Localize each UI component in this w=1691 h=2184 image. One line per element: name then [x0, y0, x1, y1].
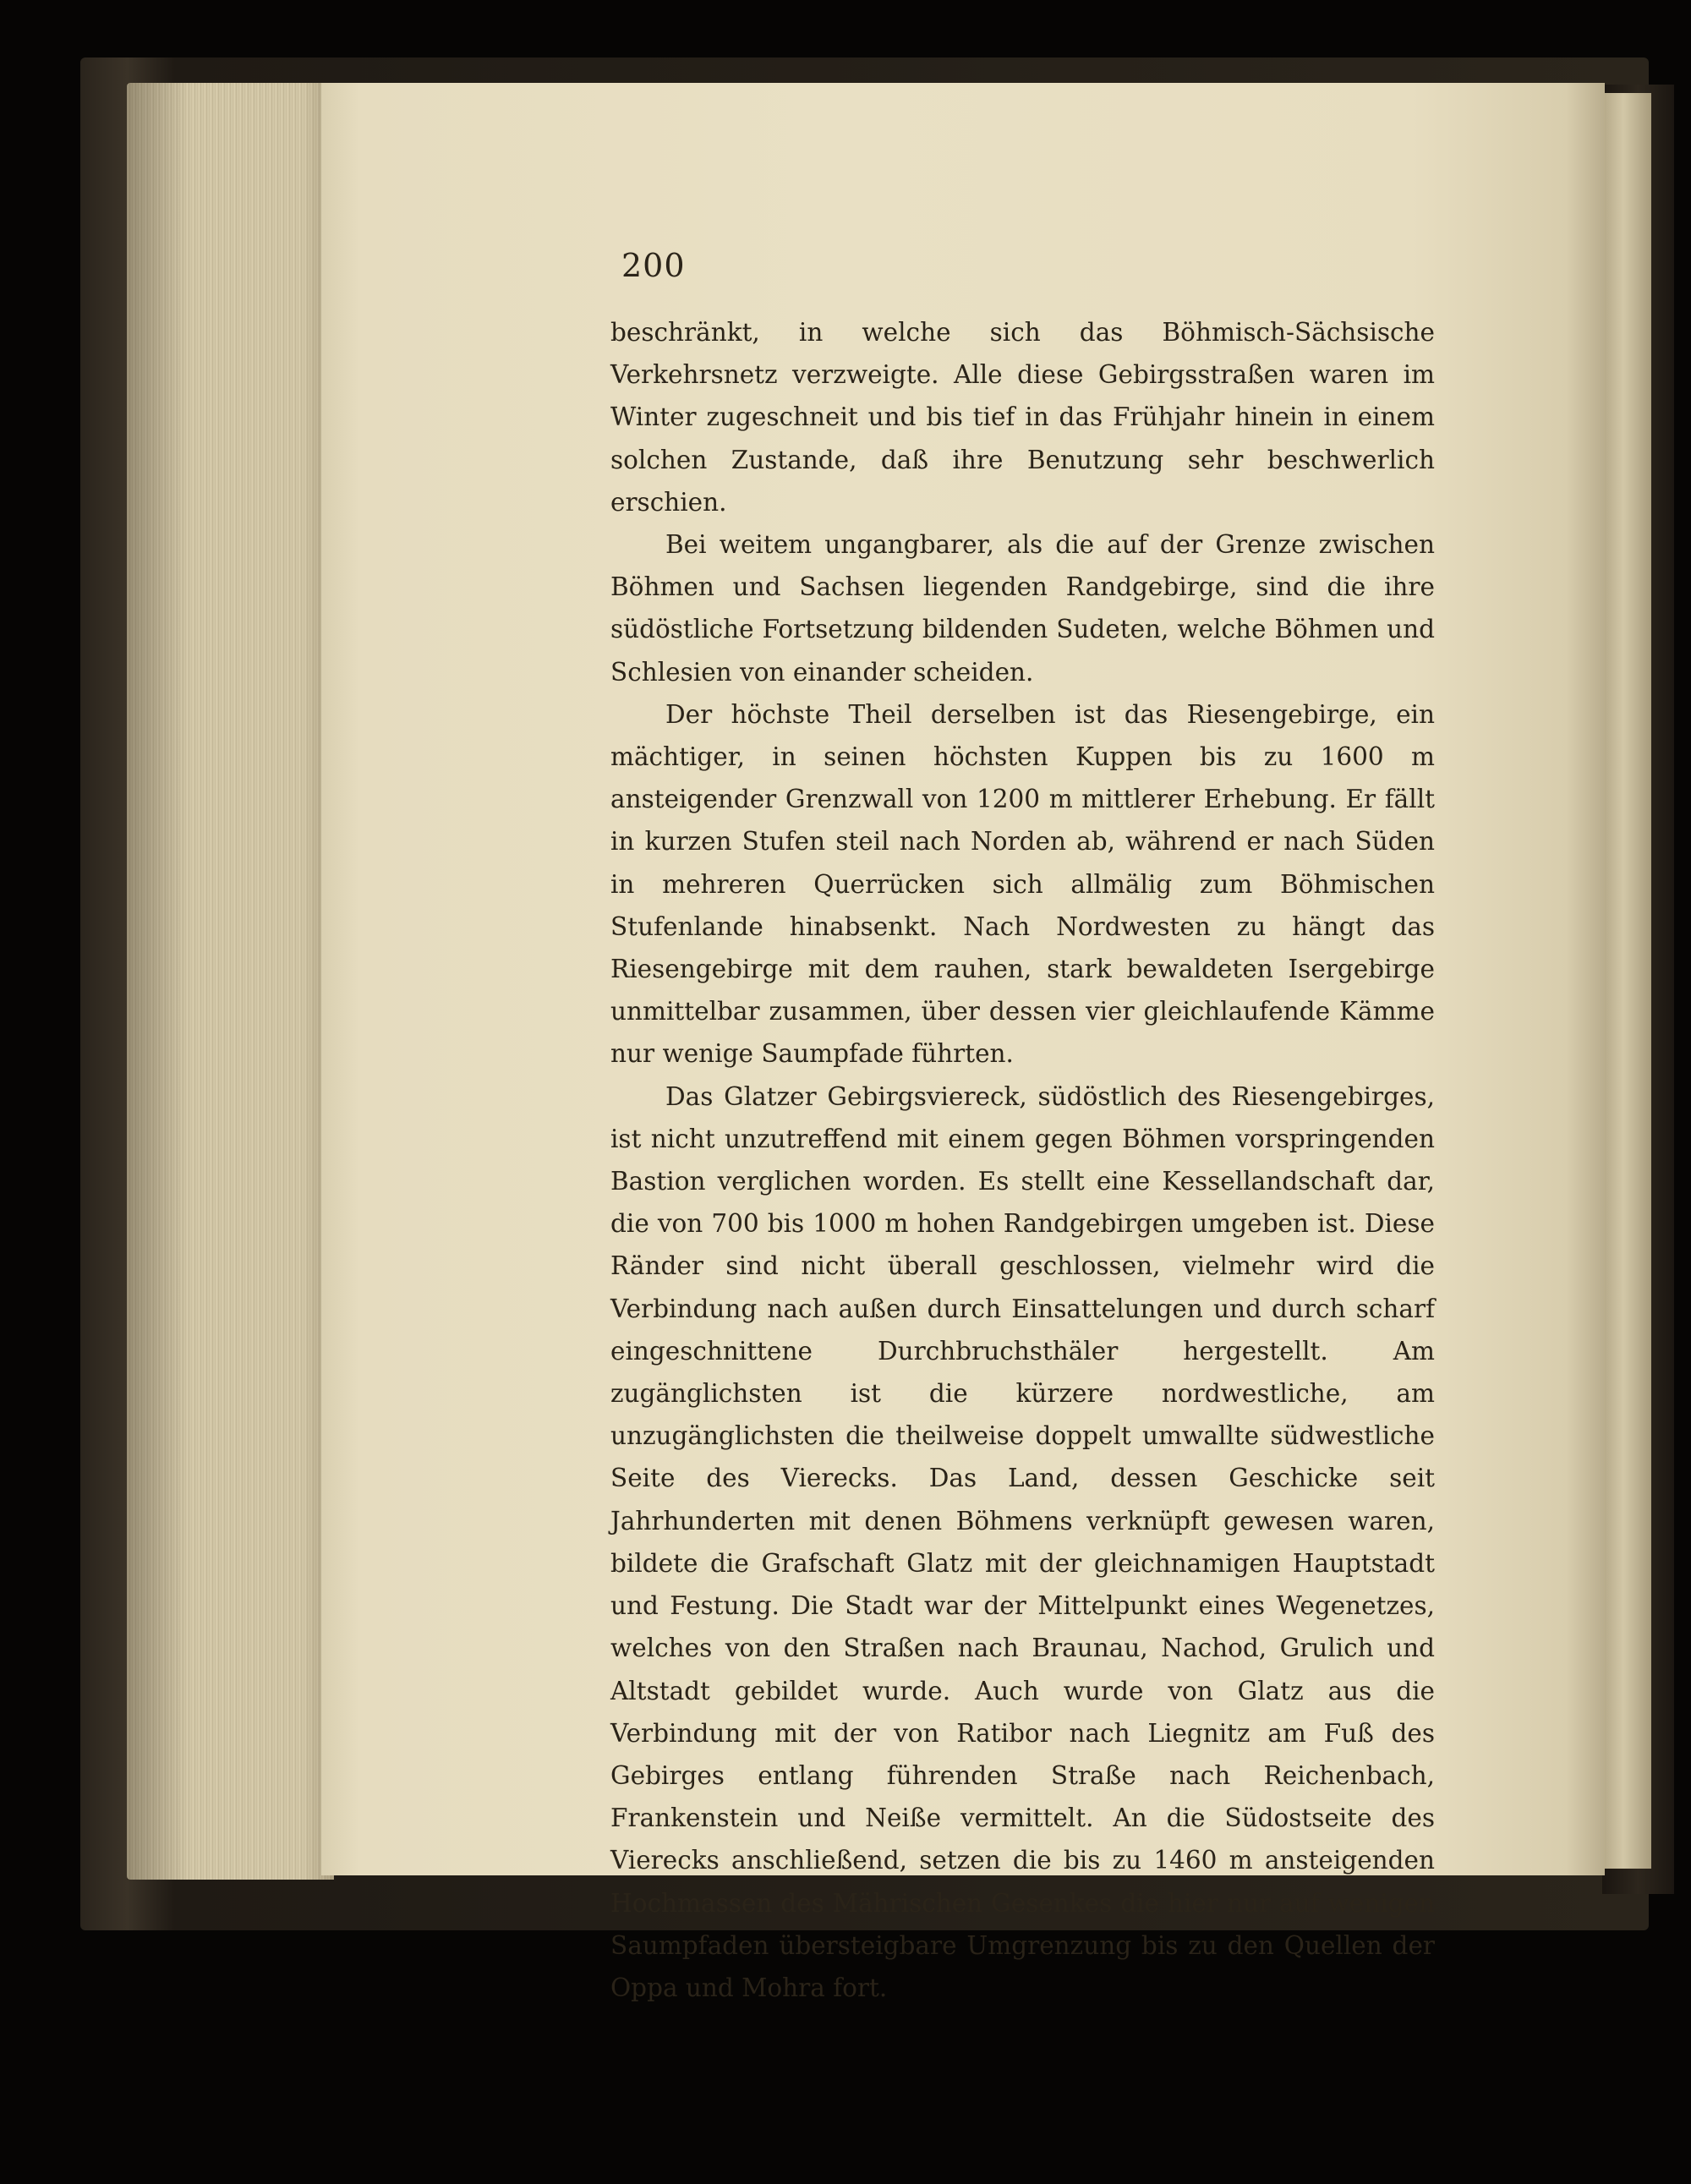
page-edges-shade [127, 83, 334, 1880]
paragraph-4: Das Glatzer Gebirgsviereck, südöstlich des Riesengebirges, ist nicht unzutreffend mit einem gegen Böhmen vorspringenden Bastion verglichen worden. Es stellt eine Kessellandschaft dar, die von 700 bis 1000 m hohen Randgebirgen umgeben ist. Diese Ränder sind nicht überall geschlossen, vielmehr wird die Verbindung nach außen durch Einsattelungen und durch scharf eingeschnittene Durchbruchsthäler hergestellt. Am zugänglichsten ist die kürzere nordwestliche, am unzugänglichsten die theilweise doppelt umwallte südwestliche Seite des Vierecks. Das Land, dessen Geschicke seit Jahrhunderten mit denen Böhmens verknüpft gewesen waren, bildete die Grafschaft Glatz mit der gleichnamigen Hauptstadt und Festung. Die Stadt war der Mittelpunkt eines Wegenetzes, welches von den Straßen nach Braunau, Nachod, Grulich und Altstadt gebildet wurde. Auch wurde von Glatz aus die Verbindung mit der von Ratibor nach Liegnitz am Fuß des Gebirges entlang führenden Straße nach Reichenbach, Frankenstein und Neiße vermittelt. An die Südostseite des Vierecks anschließend, setzen die bis zu 1460 m ansteigenden Hochmassen des Mährischen Gesenkes die hier nur auf wenigen Saumpfaden übersteigbare Umgrenzung bis zu den Quellen der Oppa und Mohra fort. [610, 1081, 1435, 2002]
paragraph-1: beschränkt, in welche sich das Böhmisch-Sächsische Verkehrsnetz verzweigte. Alle diese Gebirgsstraßen waren im Winter zugeschneit und bis tief in das Frühjahr hinein in einem solchen Zustande, daß ihre Benutzung sehr beschwerlich erschien. [610, 318, 1435, 517]
paragraph-2: Bei weitem ungangbarer, als die auf der Grenze zwischen Böhmen und Sachsen liegenden Randgebirge, sind die ihre südöstliche Fortsetzung bildenden Sudeten, welche Böhmen und Schlesien von einander scheiden. [610, 530, 1435, 687]
paragraph-3: Der höchste Theil derselben ist das Riesengebirge, ein mächtiger, in seinen höchsten Kuppen bis zu 1600 m ansteigender Grenzwall von 1200 m mittlerer Erhebung. Er fällt in kurzen Stufen steil nach Norden ab, während er nach Süden in mehreren Querrücken sich allmälig zum Böhmischen Stufenlande hinabsenkt. Nach Nordwesten zu hängt das Riesengebirge mit dem rauhen, stark bewaldeten Isergebirge unmittelbar zusammen, über dessen vier gleichlaufende Kämme nur wenige Saumpfade führten. [610, 699, 1435, 1069]
page-body [610, 311, 1435, 2009]
page-number: 200 [621, 247, 686, 284]
facing-page-edge [1605, 93, 1651, 1869]
